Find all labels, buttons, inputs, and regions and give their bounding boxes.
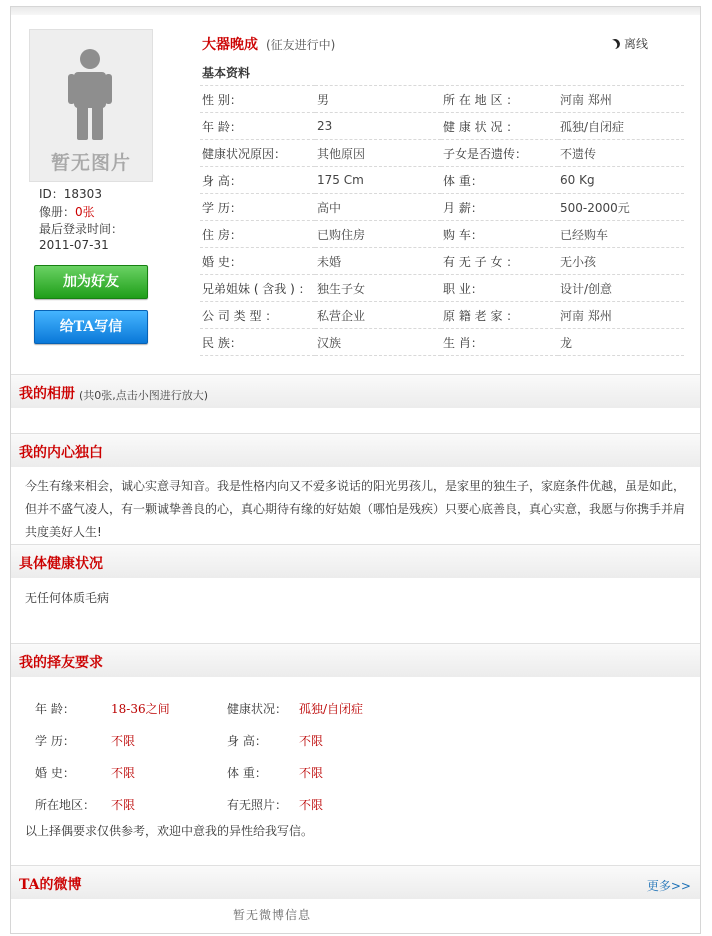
user-status: (征友进行中) [266, 38, 336, 52]
info-label: 所 在 地 区 ： [441, 86, 558, 113]
requirements-section-header [11, 643, 700, 677]
info-row [200, 275, 684, 302]
health-text: 无任何体质毛病 [25, 591, 110, 605]
info-value: 河南 郑州 [558, 86, 684, 113]
info-label: 健康状况原因： [200, 140, 315, 167]
monologue-section-header [11, 433, 700, 467]
info-value: 龙 [558, 329, 684, 356]
info-label: 职 业： [441, 275, 558, 302]
last-login-date: 2011-07-31 [39, 238, 109, 252]
info-label: 兄弟姐妹 ( 含我 ) ： [200, 275, 315, 302]
no-photo-text: 暂无图片 [50, 152, 131, 174]
requirement-value: 18-36之间 [111, 702, 170, 716]
basic-info-title: 基本资料 [202, 66, 251, 80]
top-strip [11, 7, 700, 15]
requirement-value: 不限 [111, 766, 136, 780]
moon-icon [609, 38, 622, 51]
requirements-title: 我的择友要求 [19, 655, 103, 671]
info-row [200, 302, 684, 329]
monologue-title: 我的内心独白 [19, 445, 103, 461]
info-row [200, 167, 684, 194]
health-section-header [11, 544, 700, 578]
info-value: 独生子女 [315, 275, 441, 302]
info-label: 健 康 状 况 ： [441, 113, 558, 140]
requirement-value: 不限 [299, 798, 324, 812]
info-value: 高中 [315, 194, 441, 221]
requirement-value: 不限 [299, 766, 324, 780]
info-label: 住 房： [200, 221, 315, 248]
info-value: 河南 郑州 [558, 302, 684, 329]
info-label: 有 无 子 女 ： [441, 248, 558, 275]
add-friend-button[interactable]: 加为好友 [34, 265, 148, 299]
requirement-label: 年 龄： [35, 702, 75, 716]
basic-info-table [200, 85, 684, 356]
requirement-label: 所在地区： [35, 798, 96, 812]
info-value: 汉族 [315, 329, 441, 356]
info-value: 私营企业 [315, 302, 441, 329]
user-id: ID：18303 [39, 187, 102, 201]
info-label: 年 龄： [200, 113, 315, 140]
online-status-text: 离线 [624, 37, 649, 51]
info-value: 无小孩 [558, 248, 684, 275]
profile-photo[interactable] [29, 29, 153, 182]
info-value: 60 Kg [558, 167, 684, 194]
weibo-title: TA的微博 [19, 877, 82, 893]
info-value: 23 [315, 113, 441, 140]
info-row [200, 248, 684, 275]
info-row [200, 86, 684, 113]
health-title: 具体健康状况 [19, 556, 103, 572]
write-letter-button[interactable]: 给TA写信 [34, 310, 148, 344]
requirement-label: 健康状况： [227, 702, 288, 716]
requirements-note: 以上择偶要求仅供参考，欢迎中意我的异性给我写信。 [25, 824, 314, 838]
album-title: 我的相册 [19, 386, 75, 402]
weibo-more-link[interactable]: 更多>> [646, 879, 691, 893]
info-label: 购 车： [441, 221, 558, 248]
album-count-value[interactable]: 0张 [75, 205, 95, 219]
info-value: 未婚 [315, 248, 441, 275]
info-value: 已经购车 [558, 221, 684, 248]
weibo-empty-text: 暂无微博信息 [233, 908, 312, 922]
requirement-value: 孤独/自闭症 [299, 702, 364, 716]
info-row [200, 113, 684, 140]
info-label: 月 薪： [441, 194, 558, 221]
info-row [200, 329, 684, 356]
info-value: 已购住房 [315, 221, 441, 248]
requirement-label: 身 高： [227, 734, 267, 748]
requirement-label: 体 重： [227, 766, 267, 780]
info-label: 体 重： [441, 167, 558, 194]
requirement-label: 学 历： [35, 734, 75, 748]
info-label: 公 司 类 型 ： [200, 302, 315, 329]
info-label: 子女是否遗传： [441, 140, 558, 167]
info-row [200, 194, 684, 221]
user-name: 大器晚成 [202, 37, 258, 53]
profile-page [10, 6, 701, 934]
album-label: 像册： [39, 205, 76, 219]
info-label: 身 高： [200, 167, 315, 194]
album-count [39, 203, 95, 220]
album-section-header [11, 374, 700, 408]
info-value: 175 Cm [315, 167, 441, 194]
requirement-label: 婚 史： [35, 766, 75, 780]
info-label: 婚 史： [200, 248, 315, 275]
info-row [200, 140, 684, 167]
requirement-label: 有无照片： [227, 798, 288, 812]
info-label: 原 籍 老 家 ： [441, 302, 558, 329]
info-value: 男 [315, 86, 441, 113]
info-value: 孤独/自闭症 [558, 113, 684, 140]
album-note: (共0张,点击小图进行放大) [79, 389, 209, 402]
info-value: 设计/创意 [558, 275, 684, 302]
online-status [610, 35, 648, 52]
person-silhouette-icon [68, 48, 112, 140]
info-value: 不遗传 [558, 140, 684, 167]
info-label: 民 族： [200, 329, 315, 356]
info-value: 500-2000元 [558, 194, 684, 221]
monologue-text: 今生有缘来相会，诚心实意寻知音。我是性格内向又不爱多说话的阳光男孩儿，是家里的独生子，家庭条件优越，虽是如此，但并不盛气凌人，有一颗诚挚善良的心，真心期待有缘的好姑娘（哪怕是残疾）只要心底善良，真心实意，我愿与你携手并肩共度美好人生! [25, 479, 686, 539]
requirement-value: 不限 [111, 798, 136, 812]
info-label: 生 肖： [441, 329, 558, 356]
info-row [200, 221, 684, 248]
info-label: 性 别： [200, 86, 315, 113]
info-value: 其他原因 [315, 140, 441, 167]
last-login-label: 最后登录时间： [39, 222, 124, 236]
requirement-value: 不限 [299, 734, 324, 748]
info-label: 学 历： [200, 194, 315, 221]
requirement-value: 不限 [111, 734, 136, 748]
weibo-section-header [11, 865, 700, 899]
